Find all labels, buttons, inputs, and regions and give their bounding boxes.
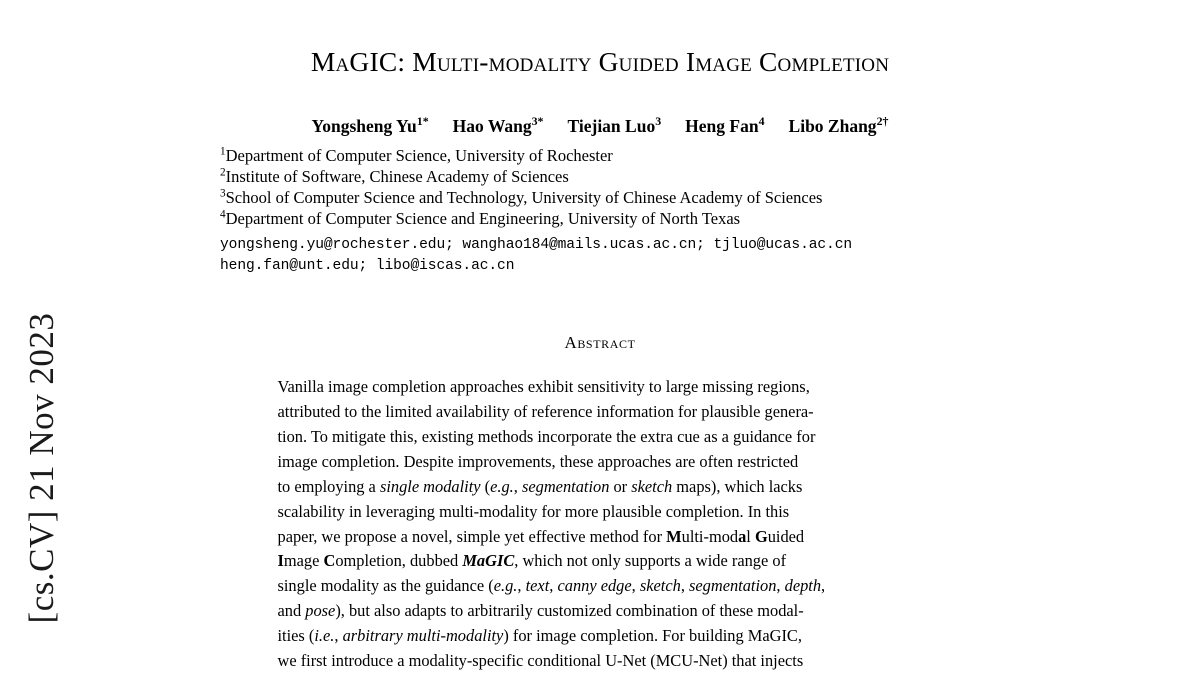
paper-column	[200, 0, 1000, 671]
author-affiliation-mark: 4	[758, 114, 765, 129]
page-title: MaGIC: Multi-modality Guided Image Completion	[310, 46, 890, 77]
author-affiliation-mark: 3*	[531, 114, 544, 129]
abstract-line: Image Completion, dubbed MaGIC, which not only supports a wide range of	[277, 551, 787, 571]
affiliation-list	[200, 145, 1000, 229]
abstract-line: and pose), but also adapts to arbitrarily customized combination of these modal-	[277, 601, 804, 621]
abstract-line: paper, we propose a novel, simple yet effective method for Multi-modal Guided	[277, 526, 805, 546]
abstract-line: Vanilla image completion approaches exhibit sensitivity to large missing regions,	[277, 376, 810, 396]
abstract-line: single modality as the guidance (e.g., text, canny edge, sketch, segmentation, depth,	[277, 576, 826, 596]
abstract-line: image completion. Despite improvements, these approaches are often restricted	[277, 451, 799, 471]
author-list	[200, 116, 1000, 137]
author-affiliation-mark: 3	[655, 114, 662, 129]
author-name: Hao Wang$^{3*}$	[452, 114, 544, 136]
abstract-line: ities (i.e., arbitrary multi-modality) for image completion. For building MaGIC,	[277, 626, 802, 646]
abstract-line: we first introduce a modality-specific conditional U-Net (MCU-Net) that injects	[277, 651, 804, 671]
email-line: heng.fan@unt.edu; libo@iscas.ac.cn	[220, 258, 515, 275]
email-line: yongsheng.yu@rochester.edu; wanghao184@mails.ucas.ac.cn; tjluo@ucas.ac.cn	[220, 237, 853, 254]
abstract-line: to employing a single modality (e.g., segmentation or sketch maps), which lacks	[277, 476, 803, 496]
abstract-body	[278, 375, 923, 674]
author-name: Heng Fan$^4$	[685, 114, 765, 136]
affiliation-item: $^3$School of Computer Science and Technology, University of Chinese Academy of Sciences	[220, 187, 823, 208]
author-name: Libo Zhang$^{2\dagger}$	[788, 114, 889, 136]
affiliation-item: $^2$Institute of Software, Chinese Academy of Sciences	[220, 166, 569, 187]
email-list	[200, 235, 1000, 276]
abstract-line: attributed to the limited availability of reference information for plausible genera-	[277, 401, 814, 421]
author-affiliation-mark: 1*	[416, 114, 429, 129]
affiliation-item: $^1$Department of Computer Science, University of Rochester	[220, 145, 613, 165]
abstract-line: tion. To mitigate this, existing methods incorporate the extra cue as a guidance for	[277, 426, 816, 446]
abstract-heading: Abstract	[564, 332, 636, 352]
author-affiliation-mark: 2†	[876, 114, 889, 129]
author-name: Tiejian Luo$^3$	[567, 114, 662, 136]
arxiv-identifier-stamp: [cs.CV] 21 Nov 2023	[22, 312, 61, 624]
author-name: Yongsheng $Yu^{1*}$	[311, 114, 429, 136]
abstract-line: scalability in leveraging multi-modality for more plausible completion. In this	[277, 501, 790, 521]
affiliation-item: $^4$Department of Computer Science and Engineering, University of North Texas	[220, 208, 741, 229]
